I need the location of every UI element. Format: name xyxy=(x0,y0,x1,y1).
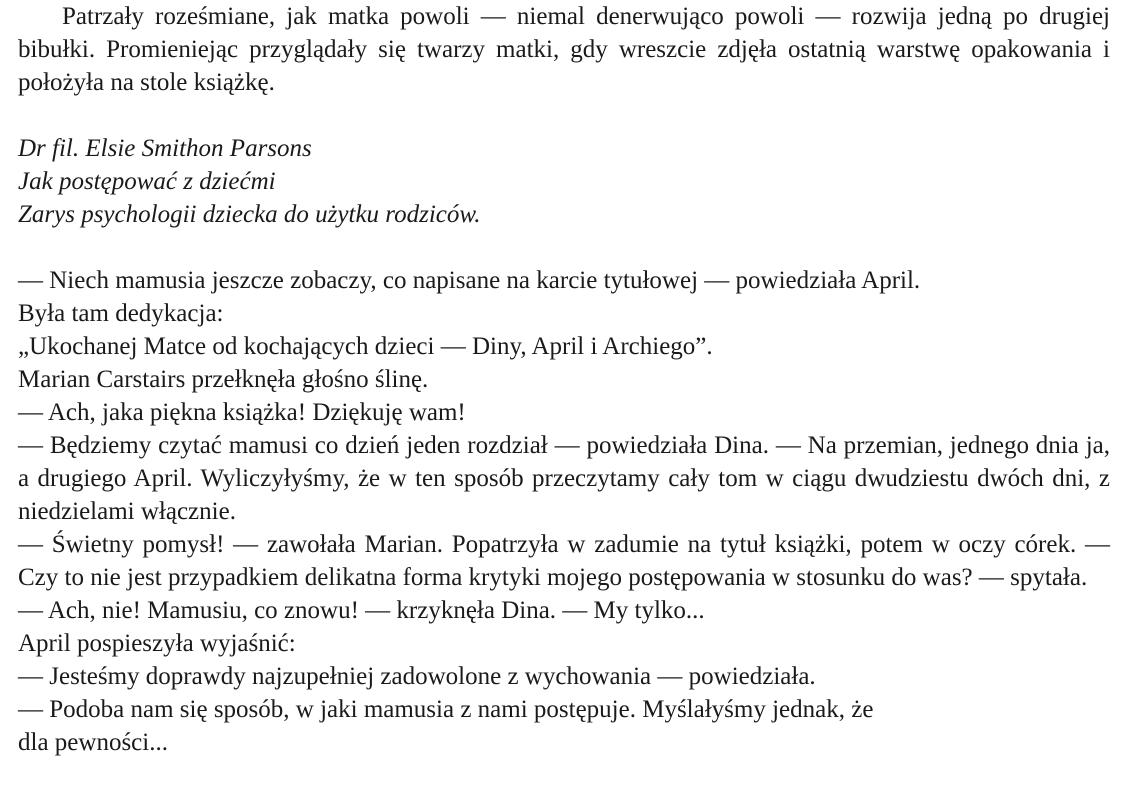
blank-line xyxy=(18,99,1110,132)
dialogue-paragraph: Marian Carstairs przełknęła głośno ślinę. xyxy=(18,366,429,393)
dialogue-paragraph: — Ach, jaka piękna książka! Dziękuję wam! xyxy=(18,399,466,426)
dialogue-paragraph: — Jesteśmy doprawdy najzupełniej zadowolone z wychowania — powiedziała. xyxy=(18,663,816,690)
final-line-2: dla pewności... xyxy=(18,729,168,756)
book-author: Dr fil. Elsie Smithon Parsons xyxy=(18,135,312,162)
dialogue-paragraph: — Świetny pomysł! — zawołała Marian. Popatrzyła w zadumie na tytuł książki, potem w oczy córek. — Czy to nie jest przypadkiem delikatna forma krytyki mojego postępowania w stosunku do was? — spytała. xyxy=(18,531,1110,591)
dialogue-paragraph: — Będziemy czytać mamusi co dzień jeden rozdział — powiedziała Dina. — Na przemian, jednego dnia ja, a drugiego April. Wyliczyłyśmy, że w ten sposób przeczytamy cały tom w ciągu dwudziestu dwóch dni, z niedzielami włącznie. xyxy=(18,432,1110,525)
dialogue-paragraph: — Ach, nie! Mamusiu, co znowu! — krzyknęła Dina. — My tylko... xyxy=(18,597,705,624)
book-title: Jak postępować z dziećmi xyxy=(18,168,276,195)
dialogue-paragraph: Była tam dedykacja: xyxy=(18,300,224,327)
dialogue-paragraph: — Niech mamusia jeszcze zobaczy, co napisane na karcie tytułowej — powiedziała April. xyxy=(18,267,921,294)
dialogue-paragraph: April pospieszyła wyjaśnić: xyxy=(18,630,296,657)
dialogue-paragraph: „Ukochanej Matce od kochających dzieci — Diny, April i Archiego”. xyxy=(18,333,713,360)
final-line-1: — Podoba nam się sposób, w jaki mamusia z nami postępuje. Myślałyśmy jednak, że xyxy=(18,696,874,723)
book-subtitle: Zarys psychologii dziecka do użytku rodziców. xyxy=(18,201,481,228)
blank-line xyxy=(18,231,1110,264)
opening-paragraph: Patrzały roześmiane, jak matka powoli — niemal denerwująco powoli — rozwija jedną po drugiej bibułki. Promieniejąc przyglądały się twarzy matki, gdy wreszcie zdjęła ostatnią warstwę opakowania i położyła na stole książkę. xyxy=(18,3,1110,96)
